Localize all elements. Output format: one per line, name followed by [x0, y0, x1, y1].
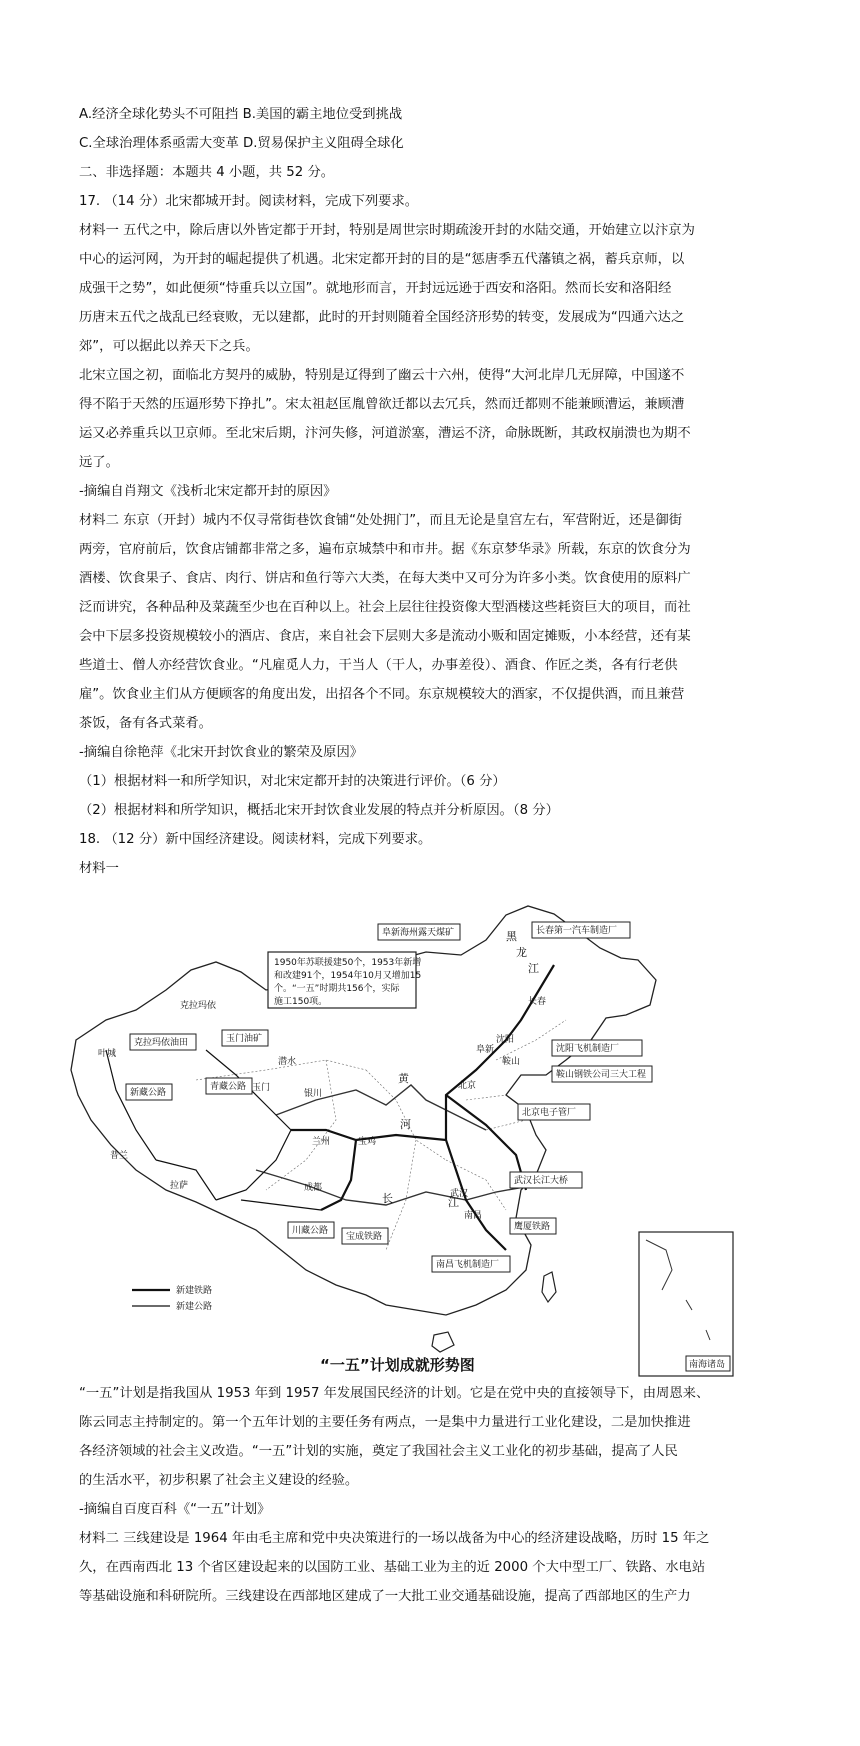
city-label: 普兰 — [110, 1151, 129, 1161]
city-label: 成都 — [304, 1183, 323, 1193]
province-lines — [196, 1020, 569, 1250]
question-17-title: 17. （14 分）北宋都城开封。阅读材料，完成下列要求。 — [79, 194, 419, 209]
question-18-title: 18. （12 分）新中国经济建设。阅读材料，完成下列要求。 — [79, 832, 432, 847]
label-anshan-steel: 鞍山钢铁公司三大工程 — [556, 1070, 647, 1080]
label-chuanzang-road: 川藏公路 — [292, 1226, 329, 1236]
text-line: 得不陷于天然的压逼形势下挣扎”。宋太祖赵匡胤曾欲迁都以去冗兵，然而迁都则不能兼顾漕运，兼顾漕 — [79, 397, 685, 412]
label-xinzang-road: 新藏公路 — [130, 1088, 167, 1098]
legend-highway: 新建公路 — [176, 1302, 213, 1312]
city-label: 拉萨 — [170, 1181, 189, 1191]
text-line: 中心的运河网，为开封的崛起提供了机遇。北宋定都开封的目的是“惩唐季五代藩镇之祸，蓄兵京师，以 — [79, 252, 685, 267]
city-label: 武汉 — [450, 1189, 469, 1199]
hainan-outline — [432, 1332, 454, 1352]
text-line: C.全球治理体系亟需大变革 D.贸易保护主义阻碍全球化 — [79, 136, 404, 151]
label-wuhan-bridge: 武汉长江大桥 — [514, 1176, 569, 1186]
label-fuxin-mine: 阜新海州露天煤矿 — [382, 928, 455, 938]
city-label: 潜水 — [278, 1057, 297, 1067]
yangtze-river — [256, 1170, 536, 1205]
note-line: 施工150项。 — [274, 997, 328, 1007]
text-line: A.经济全球化势头不可阻挡 B.美国的霸主地位受到挑战 — [79, 107, 403, 122]
five-year-plan-map — [66, 900, 742, 1380]
text-line: 茶饭，备有各式菜肴。 — [79, 716, 212, 731]
city-label: 兰州 — [312, 1137, 331, 1147]
river-label: 黄 — [398, 1072, 409, 1085]
city-label: 玉门 — [252, 1083, 271, 1093]
source-citation: -摘编自肖翔文《浅析北宋定都开封的原因》 — [79, 484, 337, 499]
text-line: 材料二 三线建设是 1964 年由毛主席和党中央决策进行的一场以战备为中心的经济建设战略，历时 15 年之 — [79, 1531, 710, 1546]
text-line: 陈云同志主持制定的。第一个五年计划的主要任务有两点，一是集中力量进行工业化建设，二是加快推进 — [79, 1415, 691, 1430]
text-line: 久，在西南西北 13 个省区建设起来的以国防工业、基础工业为主的近 2000 个大中型工厂、铁路、水电站 — [79, 1560, 706, 1575]
city-label-beijing: 北京 — [458, 1081, 477, 1091]
note-line: 个。“一五”时期共156个，实际 — [274, 984, 400, 994]
section-heading: 二、非选择题：本题共 4 小题，共 52 分。 — [79, 165, 335, 180]
city-label: 鞍山 — [502, 1057, 521, 1067]
text-line: 郊”，可以据此以养天下之兵。 — [79, 339, 259, 354]
label-changchun-auto: 长春第一汽车制造厂 — [536, 926, 618, 936]
map-caption: “一五”计划成就形势图 — [320, 1356, 475, 1374]
river-label: 江 — [448, 1196, 459, 1209]
city-label: 银川 — [304, 1089, 323, 1099]
sub-question-1: （1）根据材料一和所学知识，对北宋定都开封的决策进行评价。（6 分） — [79, 774, 506, 789]
city-label: 长春 — [528, 997, 547, 1007]
material-label: 材料一 — [79, 861, 119, 876]
city-label: 阜新 — [476, 1045, 495, 1055]
label-karamay-oilfield: 克拉玛依油田 — [134, 1038, 189, 1048]
label-south-sea-islands: 南海诸岛 — [689, 1360, 726, 1370]
legend-railway: 新建铁路 — [176, 1286, 213, 1296]
source-citation: -摘编自百度百科《“一五”计划》 — [79, 1502, 271, 1517]
text-line: 各经济领域的社会主义改造。“一五”计划的实施，奠定了我国社会主义工业化的初步基础，提高了人民 — [79, 1444, 678, 1459]
text-line: 北宋立国之初，面临北方契丹的威胁，特别是辽得到了幽云十六州，使得“大河北岸几无屏障，中国遂不 — [79, 368, 685, 383]
south-sea-inset — [639, 1232, 733, 1376]
text-line: 历唐末五代之战乱已经衰败，无以建都，此时的开封则随着全国经济形势的转变，发展成为“四通六达之 — [79, 310, 685, 325]
text-line: 酒楼、饮食果子、食店、肉行、饼店和鱼行等六大类，在每大类中又可分为许多小类。饮食使用的原料广 — [79, 571, 691, 586]
text-line: 成强干之势”，如此便须“恃重兵以立国”。就地形而言，开封远远逊于西安和洛阳。然而长安和洛阳经 — [79, 281, 672, 296]
river-label: 江 — [528, 962, 539, 975]
text-line: 材料一 五代之中，除后唐以外皆定都于开封，特别是周世宗时期疏浚开封的水陆交通，开始建立以汴京为 — [79, 223, 695, 238]
label-yumen-oil: 玉门油矿 — [226, 1034, 263, 1044]
label-shenyang-aircraft: 沈阳飞机制造厂 — [556, 1044, 620, 1054]
map-legend — [132, 1284, 212, 1312]
highways — [106, 1050, 321, 1210]
note-line: 1950年苏联援建50个，1953年新增 — [274, 958, 422, 968]
city-label: 沈阳 — [496, 1035, 515, 1045]
label-yingxia-railway: 鹰厦铁路 — [514, 1222, 551, 1232]
text-line: 等基础设施和科研院所。三线建设在西部地区建成了一大批工业交通基础设施，提高了西部地区的生产力 — [79, 1589, 691, 1604]
city-label: 克拉玛依 — [180, 1001, 217, 1011]
text-line: 些道士、僧人亦经营饮食业。“凡雇觅人力，干当人（干人，办事差役）、酒食、作匠之类，各有行老供 — [79, 658, 678, 673]
source-citation: -摘编自徐艳萍《北宋开封饮食业的繁荣及原因》 — [79, 745, 364, 760]
river-label: 龙 — [516, 946, 527, 959]
text-line: 远了。 — [79, 455, 119, 470]
label-baocheng-railway: 宝成铁路 — [346, 1232, 383, 1242]
text-line: 运又必养重兵以卫京师。至北宋后期，汴河失修，河道淤塞，漕运不济，命脉既断，其政权崩溃也为期不 — [79, 426, 691, 441]
text-line: 雇”。饮食业主们从方便顾客的角度出发，出招各个不同。东京规模较大的酒家，不仅提供酒，而且兼营 — [79, 687, 685, 702]
taiwan-outline — [542, 1272, 556, 1302]
city-label: 南昌 — [464, 1211, 483, 1221]
city-labels — [98, 995, 546, 1221]
text-line: 会中下层多投资规模较小的酒店、食店，来自社会下层则大多是流动小贩和固定摊贩，小本经营，还有某 — [79, 629, 691, 644]
river-label: 长 — [382, 1192, 393, 1205]
river-label: 黑 — [506, 930, 517, 943]
city-label: 叶城 — [98, 1049, 117, 1059]
note-line: 和改建91个，1954年10月又增加15 — [274, 971, 422, 981]
label-nanchang-aircraft: 南昌飞机制造厂 — [436, 1260, 500, 1270]
city-label: 宝鸡 — [358, 1137, 377, 1147]
river-label: 河 — [400, 1118, 411, 1131]
text-line: 材料二 东京（开封）城内不仅寻常街巷饮食铺“处处拥门”，而且无论是皇宫左右，军营附近，还是御街 — [79, 513, 683, 528]
text-line: 两旁，官府前后，饮食店铺都非常之多，遍布京城禁中和市井。据《东京梦华录》所载，东京的饮食分为 — [79, 542, 691, 557]
text-line: 泛而讲究，各种品种及菜蔬至少也在百种以上。社会上层往往投资像大型酒楼这些耗资巨大的项目，而社 — [79, 600, 691, 615]
text-line: 的生活水平，初步积累了社会主义建设的经验。 — [79, 1473, 359, 1488]
label-qingzang-road: 青藏公路 — [210, 1082, 247, 1092]
text-line: “一五”计划是指我国从 1953 年到 1957 年发展国民经济的计划。它是在党中央的直接领导下，由周恩来、 — [79, 1386, 710, 1401]
map-svg — [66, 900, 742, 1380]
label-beijing-tube: 北京电子管厂 — [522, 1108, 577, 1118]
sub-question-2: （2）根据材料和所学知识，概括北宋开封饮食业发展的特点并分析原因。（8 分） — [79, 803, 559, 818]
